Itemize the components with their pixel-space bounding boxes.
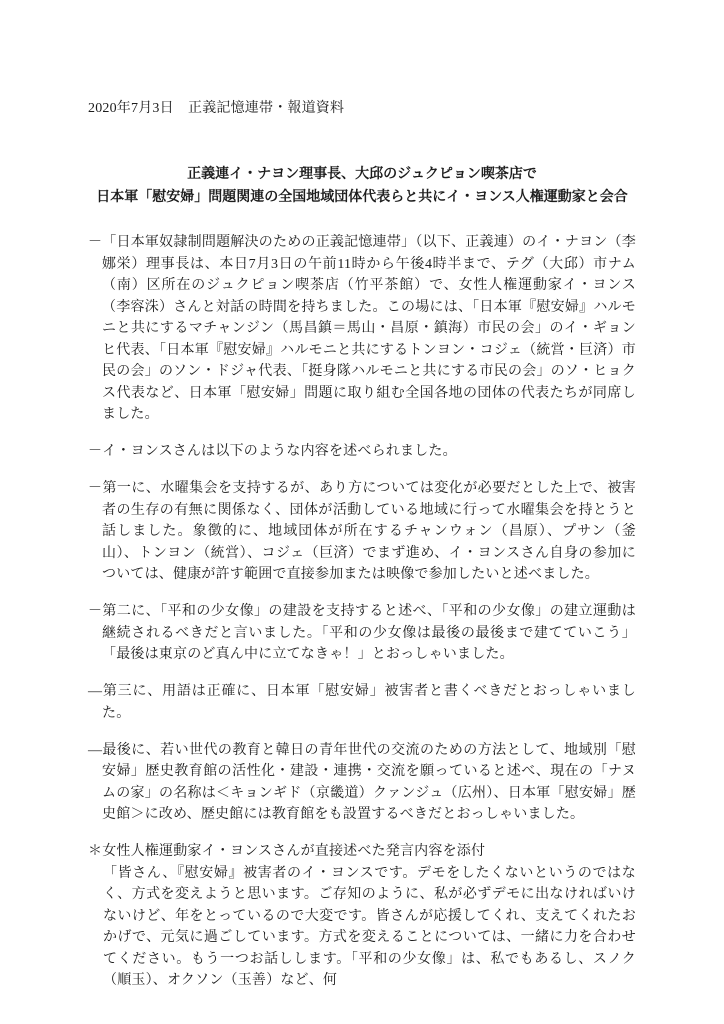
document-body [88,232,636,992]
paragraph-first-point: －第一に、水曜集会を支持するが、あり方については変化が必要だとした上で、被害者の生存の有無に関係なく、団体が活動している地域に行って水曜集会を持とうと話しました。象徴的に、地域団体が所在するチャンウォン（昌原）、プサン（釜山）、トンヨン（統営）、コジェ（巨済）でまず進め、イ・ヨンスさん自身の参加については、健康が許す範囲で直接参加または映像で参加したいと述べました。 [88,481,636,582]
paragraph-direct-quote: 「皆さん、『慰安婦』被害者のイ・ヨンスです。デモをしたくないというのではなく、方式を変えようと思います。ご存知のように、私が必ずデモに出なければいけないけど、年をとっているので大変です。皆さんが応援してくれ、支えてくれたおかげで、元気に過ごしています。方式を変えることについては、一緒に力を合わせてください。もう一つお話しします。「平和の少女像」は、私でもあるし、スノク（順玉）、オクソン（玉善）など、何 [103,865,636,988]
paragraph-statement-intro: －イ・ヨンスさんは以下のような内容を述べられました。 [88,444,457,459]
paragraph-final-point: —最後に、若い世代の教育と韓日の青年世代の交流のための方法として、地域別「慰安婦」歴史教育館の活性化・建設・連携・交流を願っていると述べ、現在の「ナヌムの家」の名称は＜キョンギド（京畿道）クァンジュ（広州）、日本軍「慰安婦」歴史館＞に改め、歴史館には教育館をも設置するべきだとおっしゃいました。 [88,742,636,822]
paragraph-attachment-note: ＊女性人権運動家イ・ヨンスさんが直接述べた発言内容を添付 [88,844,486,859]
title-line-2: 日本軍「慰安婦」問題関連の全国地域団体代表らと共にイ・ヨンス人権運動家と会合 [96,188,628,204]
paragraph-meeting-overview: －「日本軍奴隷制問題解決のための正義記憶連帯」（以下、正義連）のイ・ナヨン（李娜栄）理事長は、本日7月3日の午前11時から午後4時半まで、テグ（大邱）市ナム（南）区所在のジュクピョン喫茶店（竹平茶館）で、女性人権運動家イ・ヨンス（李容洙）さんと対話の時間を持ちました。この場には、「日本軍『慰安婦』ハルモニと共にするマチャンジン（馬昌鎮＝馬山・昌原・鎮海）市民の会」のイ・ギョンヒ代表、「日本軍『慰安婦』ハルモニと共にするトンヨン・コジェ（統営・巨済）市民の会」のソン・ドジャ代表、「挺身隊ハルモニと共にする市民の会」のソ・ヒョクス代表など、日本軍「慰安婦」問題に取り組む全国各地の団体の代表たちが同席しました。 [88,235,636,422]
paragraph-third-point: —第三に、用語は正確に、日本軍「慰安婦」被害者と書くべきだとおっしゃいました。 [88,684,636,721]
paragraph-second-point: －第二に、「平和の少女像」の建設を支持すると述べ、「平和の少女像」の建立運動は継続されるべきだと言いました。「平和の少女像は最後の最後まで建てていこう」「最後は東京のど真ん中に立てなきゃ！」とおっしゃいました。 [88,604,636,662]
title-line-1: 正義連イ・ナヨン理事長、大邱のジュクピョン喫茶店で [187,165,537,181]
date-and-source-line: 2020年7月3日 正義記憶連帯・報道資料 [88,101,345,116]
document-title [88,162,636,208]
